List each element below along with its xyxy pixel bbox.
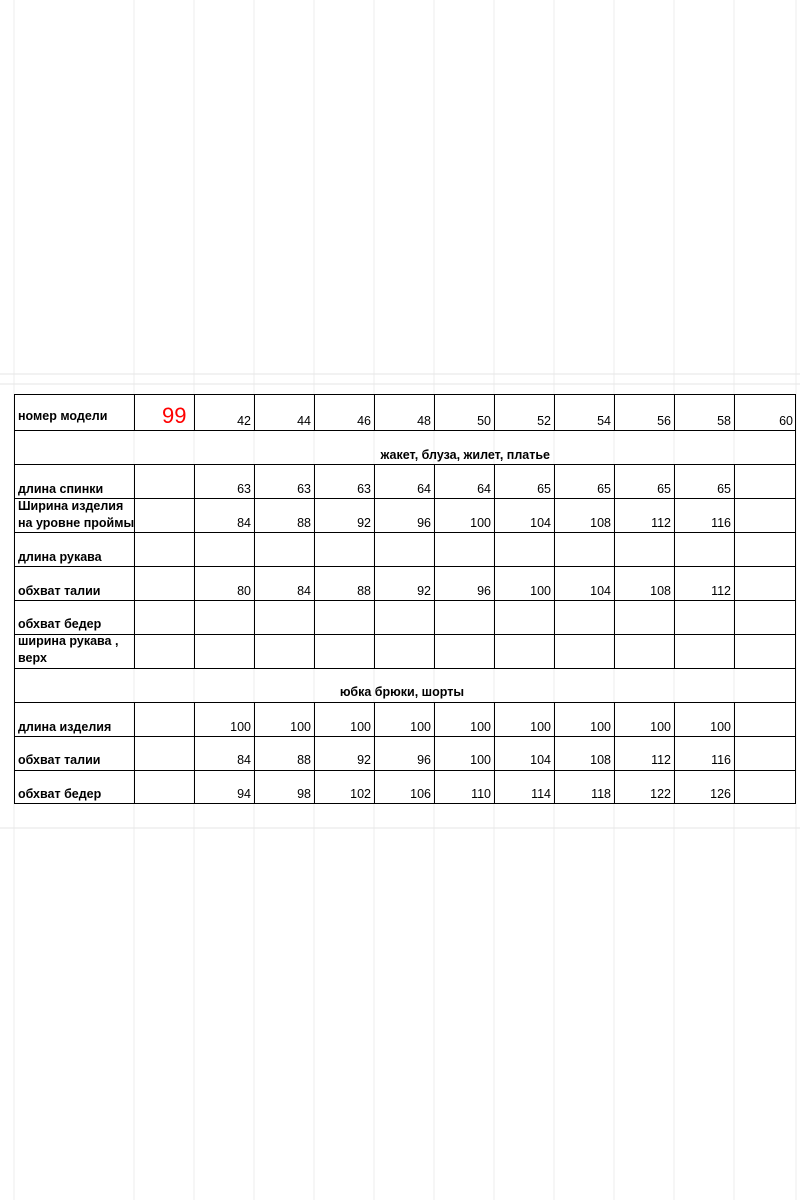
cell-waist-bottoms-50: 100 — [470, 753, 491, 767]
cell-waist-bottoms-44: 88 — [297, 753, 311, 767]
cell-waist-tops-54: 104 — [590, 584, 611, 598]
cell-hips-bottoms-52: 114 — [531, 787, 551, 801]
size-header-60: 60 — [779, 414, 793, 428]
size-chart-table — [14, 394, 796, 804]
cell-hips-bottoms-48: 106 — [410, 787, 431, 801]
cell-armhole-width-46: 92 — [357, 516, 371, 530]
cell-armhole-width-56: 112 — [651, 516, 671, 530]
row-label-hips-tops: обхват бедер — [18, 617, 102, 631]
cell-hips-bottoms-42: 94 — [237, 787, 251, 801]
row-label-hips-bottoms: обхват бедер — [18, 787, 102, 801]
cell-waist-tops-46: 88 — [357, 584, 371, 598]
cell-back-length-52: 65 — [537, 482, 551, 496]
cell-item-length-44: 100 — [290, 720, 311, 734]
cell-armhole-width-48: 96 — [417, 516, 431, 530]
row-label-back-length: длина спинки — [18, 482, 104, 496]
cell-waist-bottoms-48: 96 — [417, 753, 431, 767]
cell-armhole-width-54: 108 — [590, 516, 611, 530]
cell-item-length-46: 100 — [350, 720, 371, 734]
row-label-sleeve-length: длина рукава — [18, 550, 102, 564]
cell-hips-bottoms-46: 102 — [350, 787, 371, 801]
cell-back-length-44: 63 — [297, 482, 311, 496]
section-title-bottoms: юбка брюки, шорты — [339, 685, 464, 699]
row-label-sleeve-width-line2: верх — [18, 651, 47, 665]
cell-waist-tops-50: 96 — [477, 584, 491, 598]
row-label-armhole-width-line1: Ширина изделия — [18, 499, 124, 513]
cell-armhole-width-52: 104 — [530, 516, 551, 530]
cell-hips-bottoms-58: 126 — [710, 787, 731, 801]
cell-waist-bottoms-52: 104 — [530, 753, 551, 767]
cell-back-length-54: 65 — [597, 482, 611, 496]
cell-back-length-42: 63 — [237, 482, 251, 496]
model-number-value: 99 — [162, 403, 187, 428]
cell-item-length-50: 100 — [470, 720, 491, 734]
cell-item-length-48: 100 — [410, 720, 431, 734]
cell-hips-bottoms-56: 122 — [650, 787, 671, 801]
cell-waist-tops-44: 84 — [297, 584, 311, 598]
cell-back-length-56: 65 — [657, 482, 671, 496]
cell-waist-tops-58: 112 — [711, 584, 731, 598]
cell-waist-tops-56: 108 — [650, 584, 671, 598]
cell-hips-bottoms-44: 98 — [297, 787, 311, 801]
cell-hips-bottoms-50: 110 — [471, 787, 491, 801]
cell-item-length-42: 100 — [230, 720, 251, 734]
cell-waist-tops-42: 80 — [237, 584, 251, 598]
size-header-50: 50 — [477, 414, 491, 428]
cell-back-length-58: 65 — [717, 482, 731, 496]
cell-item-length-56: 100 — [650, 720, 671, 734]
size-header-46: 46 — [357, 414, 371, 428]
model-number-label: номер модели — [18, 409, 108, 423]
cell-item-length-58: 100 — [710, 720, 731, 734]
cell-armhole-width-58: 116 — [711, 516, 731, 530]
cell-item-length-52: 100 — [530, 720, 551, 734]
size-header-54: 54 — [597, 414, 611, 428]
cell-armhole-width-44: 88 — [297, 516, 311, 530]
cell-hips-bottoms-54: 118 — [591, 787, 611, 801]
size-header-52: 52 — [537, 414, 551, 428]
cell-item-length-54: 100 — [590, 720, 611, 734]
size-header-42: 42 — [237, 414, 251, 428]
cell-waist-tops-48: 92 — [417, 584, 431, 598]
cell-armhole-width-42: 84 — [237, 516, 251, 530]
row-label-waist-bottoms: обхват талии — [18, 753, 101, 767]
section-title-tops: жакет, блуза, жилет, платье — [380, 448, 550, 462]
size-header-48: 48 — [417, 414, 431, 428]
size-header-56: 56 — [657, 414, 671, 428]
row-label-sleeve-width-line1: ширина рукава , — [18, 634, 119, 648]
row-label-waist-tops: обхват талии — [18, 584, 101, 598]
row-label-armhole-width-line2: на уровне проймы — [18, 516, 135, 530]
size-header-58: 58 — [717, 414, 731, 428]
cell-back-length-50: 64 — [477, 482, 491, 496]
cell-waist-bottoms-42: 84 — [237, 753, 251, 767]
cell-armhole-width-50: 100 — [470, 516, 491, 530]
cell-waist-bottoms-54: 108 — [590, 753, 611, 767]
cell-back-length-48: 64 — [417, 482, 431, 496]
cell-waist-bottoms-58: 116 — [711, 753, 731, 767]
cell-waist-bottoms-46: 92 — [357, 753, 371, 767]
size-header-44: 44 — [297, 414, 311, 428]
row-label-item-length: длина изделия — [18, 720, 112, 734]
cell-back-length-46: 63 — [357, 482, 371, 496]
cell-waist-bottoms-56: 112 — [651, 753, 671, 767]
cell-waist-tops-52: 100 — [530, 584, 551, 598]
